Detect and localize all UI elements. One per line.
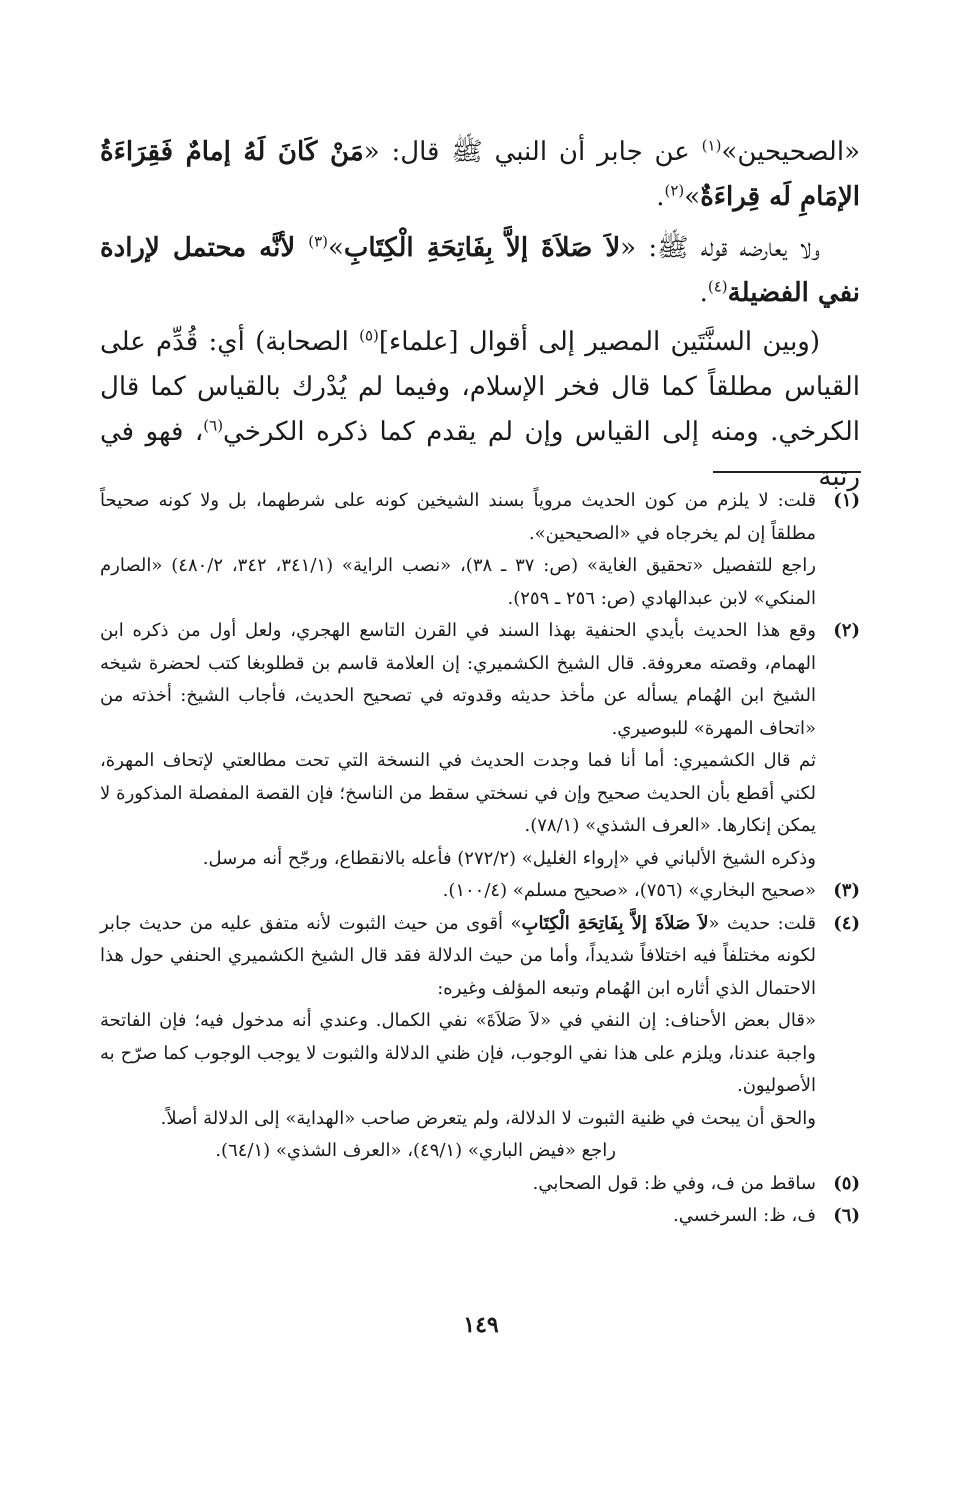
paragraph-2: [100, 226, 860, 316]
footnote-1: [100, 485, 860, 615]
footnote-divider: [713, 471, 861, 473]
hadith-quote: لاَ صَلاَةَ إلاَّ بِفَاتِحَةِ الْكِتَابِ: [521, 912, 709, 934]
text: ولا يعارضه قوله ﷺ: «: [620, 233, 820, 263]
footnote-body: [100, 908, 816, 1168]
footnote-number: (٣): [833, 880, 860, 901]
main-text: [100, 130, 860, 500]
page-number: ١٤٩: [463, 1312, 499, 1338]
footnote-text: راجع للتفصيل «تحقيق الغاية» (ص: ٣٧ ـ ٣٨)، «نصب الراية» (٣٤١/١، ٣٤٢، ٤٨٠/٢) «الصارم المنكي» لابن عبدالهادي (ص: ٢٥٦ ـ ٢٥٩).: [100, 555, 816, 609]
hadith-quote: لاَ صَلاَةَ إلاَّ بِفَاتِحَةِ الْكِتَابِ: [343, 233, 621, 263]
text: »: [684, 182, 701, 212]
text: »: [327, 233, 344, 263]
footnote-text: وذكره الشيخ الألباني في «إرواء الغليل» (٢٧٢/٢) فأعله بالانقطاع، ورجّح أنه مرسل.: [202, 847, 816, 869]
paragraph-3: [100, 320, 860, 500]
footnote-text: [100, 908, 816, 1006]
footnote-3: [100, 875, 860, 908]
footnote-text: ف، ظ: السرخسي.: [672, 1205, 816, 1226]
text: » أقوى من حيث الثبوت لأنه متفق عليه من حديث جابر لكونه مختلفاً فيه اختلافاً شديداً، وأما من حيث الدلالة فقد قال الشيخ الكشميري الحنفي حول هذا الاحتمال الذي أثاره ابن الهُمام وتبعه المؤلف وغيره:: [100, 912, 816, 999]
text: .: [656, 182, 665, 212]
footnote-number: (٤): [833, 912, 860, 934]
text: .: [699, 278, 708, 308]
footnote-6: [100, 1200, 860, 1233]
footnote-number: (٦): [833, 1205, 860, 1226]
footnote-text: «صحيح البخاري» (٧٥٦)، «صحيح مسلم» (١٠٠/٤).: [442, 880, 816, 901]
footnote-number: (٥): [833, 1172, 860, 1194]
footnote-text: «قال بعض الأحناف: إن النفي في «لاَ صَلاَةَ» نفي الكمال. وعندي أنه مدخول فيه؛ فإن الفاتحة واجبة عندنا، ويلزم على هذا نفي الوجوب، فإن ظني الدلالة والثبوت لا يوجب الوجوب كما صرّح به الأصوليون.: [100, 1010, 816, 1096]
footnote-number: (٢): [833, 620, 860, 641]
footnote-body: [100, 1200, 816, 1233]
footnote-text: ساقط من ف، وفي ظ: قول الصحابي.: [532, 1172, 816, 1194]
footnote-number: (١): [833, 490, 860, 511]
footnote-text: ثم قال الكشميري: أما أنا فما وجدت الحديث في النسخة التي تحت مطالعتي لإتحاف المهرة، لكني أقطع بأن الحديث صحيح وإن في نسختي سقط من الناسخ؛ فإن القصة المفصلة المذكورة لا يمكن إنكارها. «العرف الشذي» (٧٨/١).: [100, 750, 816, 836]
footnote-5: [100, 1168, 860, 1201]
hadith-quote: مَنْ كَانَ لَهُ إمامٌ فَقِرَاءَةُ الإمَامِ لَه قِراءَةٌ: [100, 137, 860, 212]
text: عن جابر أن النبي ﷺ قال: «: [363, 137, 702, 167]
footnote-ref: (٦): [203, 416, 224, 435]
footnote-2: [100, 615, 860, 875]
paragraph-1: [100, 130, 860, 220]
footnote-text: وقع هذا الحديث بأيدي الحنفية بهذا السند في القرن التاسع الهجري، ولعل أول من ذكره ابن الهمام، وقصته معروفة. قال الشيخ الكشميري: إن العلامة قاسم بن قطلوبغا كتب لحضرة شيخه الشيخ ابن الهُمام يسأله عن مأخذ حديثه وقدوته في تصحيح الحديث، فأجاب الشيخ: أخذته من «اتحاف المهرة» للبوصيري.: [100, 620, 816, 739]
footnote-ref: (٣): [308, 232, 328, 251]
footnote-ref: (٥): [359, 326, 379, 345]
text: «الصحيحين»: [721, 137, 860, 167]
footnote-text: قلت: لا يلزم من كون الحديث مروياً بسند الشيخين كونه على شرطهما، بل ولا كونه صحيحاً مطلقاً إن لم يخرجاه في «الصحيحين».: [100, 490, 816, 544]
text: ، فهو في رتبة: [100, 417, 860, 492]
footnote-text: راجع «فيض الباري» (٤٩/١)، «العرف الشذي» (٦٤/١).: [215, 1140, 616, 1161]
footnotes: [100, 485, 860, 1233]
text: الصحابة) أي: قُدِّم على القياس مطلقاً كما قال فخر الإسلام، وفيما لم يُدْرك بالقياس كما قال الكرخي. ومنه إلى القياس وإن لم يقدم كما ذكره الكرخي: [100, 327, 860, 447]
bold-text: لأنَّه محتمل لإرادة نفي الفضيلة: [100, 233, 860, 308]
text: قلت: حديث «: [708, 912, 816, 934]
footnote-body: [100, 485, 816, 615]
footnote-ref: (١): [701, 136, 722, 155]
footnote-body: [100, 615, 816, 875]
footnote-text: والحق أن يبحث في ظنية الثبوت لا الدلالة، ولم يتعرض صاحب «الهداية» إلى الدلالة أصلاً.: [160, 1107, 816, 1129]
footnote-body: [100, 875, 816, 908]
footnote-ref: (٢): [664, 181, 685, 200]
text: (وبين السنَّتَين المصير إلى أقوال [علماء]: [378, 327, 820, 357]
footnote-4: [100, 908, 860, 1168]
footnote-ref: (٤): [707, 277, 728, 296]
footnote-body: [100, 1168, 816, 1201]
